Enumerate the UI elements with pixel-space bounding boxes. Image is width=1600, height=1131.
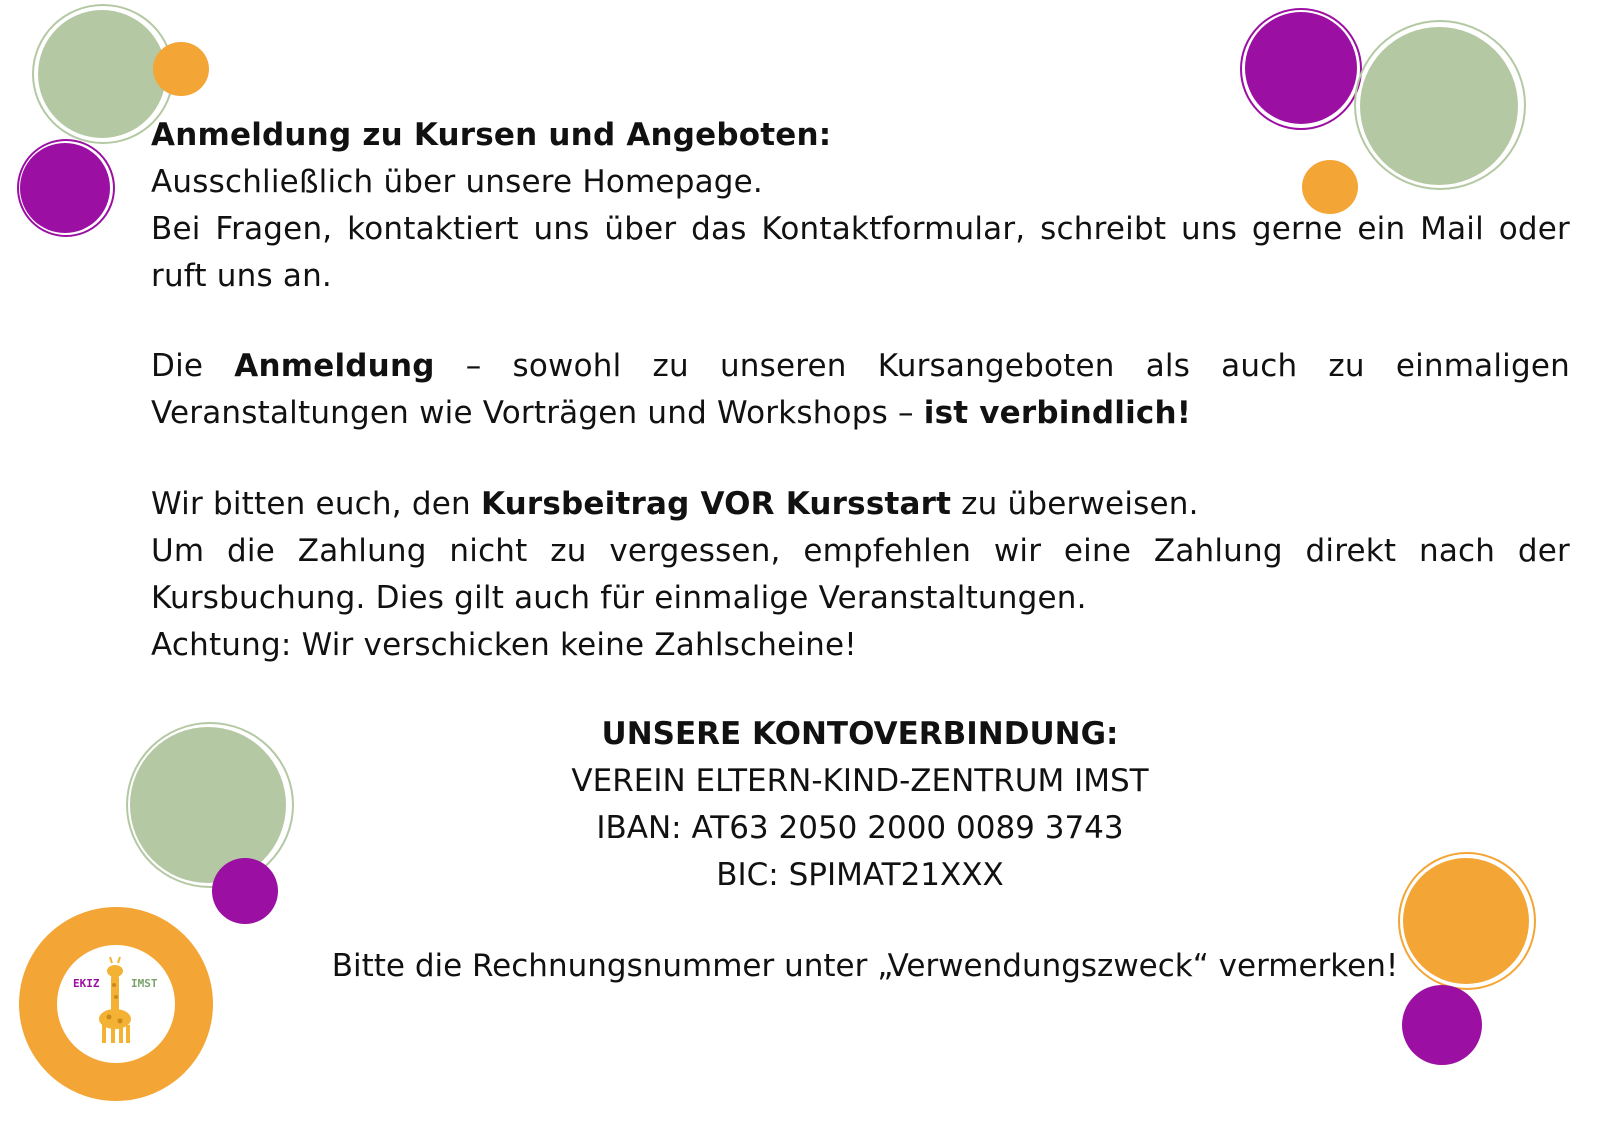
bank-account-name: VEREIN ELTERN-KIND-ZENTRUM IMST xyxy=(571,763,1149,799)
logo-inner-circle xyxy=(57,945,175,1063)
reference-note-text: Bitte die Rechnungsnummer unter „Verwendungszweck“ vermerken! xyxy=(331,948,1399,984)
bank-iban: IBAN: AT63 2050 2000 0089 3743 xyxy=(596,810,1124,846)
binding-paragraph xyxy=(151,343,1570,437)
bank-heading: UNSERE KONTOVERBINDUNG: xyxy=(601,716,1119,752)
payment-text-1: Wir bitten euch, den xyxy=(151,486,481,522)
bank-details xyxy=(170,711,1550,899)
decor-orange-circle-top-left xyxy=(153,42,209,96)
payment-bold-fee: Kursbeitrag VOR Kursstart xyxy=(480,486,952,522)
payment-text-2: zu überweisen. xyxy=(951,486,1199,522)
payment-line-2: Um die Zahlung nicht zu vergessen, empfehlen wir eine Zahlung direkt nach der Kursbuchung. Dies gilt auch für einmalige Veranstaltungen. xyxy=(151,533,1570,616)
binding-text-2: – sowohl zu unseren Kursangeboten als auch zu einmaligen Veranstaltungen wie Vorträgen und Workshops – xyxy=(151,348,1570,431)
logo-left-text: EKIZ xyxy=(73,977,100,990)
decor-purple-ring-left xyxy=(17,139,115,237)
binding-text-1: Die xyxy=(151,348,235,384)
section-registration xyxy=(151,112,1570,300)
logo-right-text: IMST xyxy=(131,977,158,990)
payment-line-1 xyxy=(151,481,1570,528)
bank-bic: BIC: SPIMAT21XXX xyxy=(716,857,1004,893)
registration-line-contact: Bei Fragen, kontaktiert uns über das Kontaktformular, schreibt uns gerne ein Mail oder ruft uns an. xyxy=(151,211,1570,294)
registration-heading: Anmeldung zu Kursen und Angeboten: xyxy=(151,117,832,153)
registration-line-homepage: Ausschließlich über unsere Homepage. xyxy=(151,164,763,200)
decor-purple-circle-bottom-right xyxy=(1402,985,1482,1065)
binding-bold-binding: ist verbindlich! xyxy=(923,395,1192,431)
section-binding xyxy=(151,343,1570,437)
binding-bold-registration: Anmeldung xyxy=(234,348,435,384)
giraffe-icon xyxy=(99,957,131,1043)
payment-line-warning: Achtung: Wir verschicken keine Zahlscheine! xyxy=(151,627,857,663)
section-payment xyxy=(151,481,1570,669)
ekiz-logo xyxy=(19,907,213,1101)
reference-note xyxy=(220,943,1510,990)
logo-graphic xyxy=(57,945,175,1063)
